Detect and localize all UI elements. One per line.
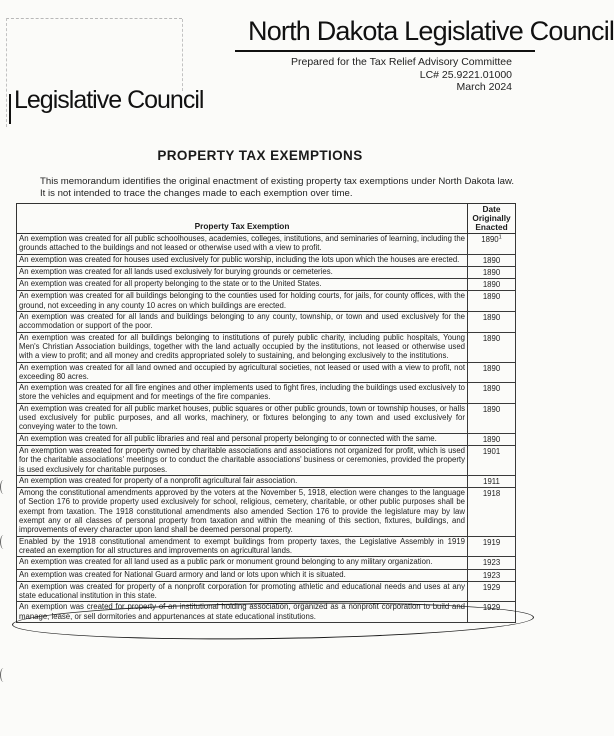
year-enacted <box>468 362 516 383</box>
prepared-for: Prepared for the Tax Relief Advisory Committee <box>291 56 512 68</box>
year-enacted <box>468 403 516 433</box>
margin-mark <box>0 668 7 682</box>
exemption-description: An exemption was created for property of a nonprofit agricultural fair association. <box>17 475 468 487</box>
footnote-marker: 1 <box>498 234 502 241</box>
table-row <box>17 433 516 445</box>
table-row <box>17 475 516 487</box>
exemption-description: Among the constitutional amendments approved by the voters at the November 5, 1918, election were changes to the language of Section 176 to provide property used exclusively for school, religious, cemetery, charitable, or other public purposes shall be exempt from taxation. The 1918 constitutional amendments also amended Section 176 to provide the legislature may by law exempt any or all classes of personal property from taxation and within the meaning of this section, fixtures, buildings, and improvements of every character upon land shall be deemed personal property. <box>17 488 468 536</box>
exemption-description: An exemption was created for all land owned and occupied by agricultural societies, not leased or used with a view to profit, not exceeding 80 acres. <box>17 362 468 383</box>
year-value: 1923 <box>482 570 501 580</box>
year-enacted <box>468 569 516 581</box>
year-value: 1929 <box>482 582 501 592</box>
table-row <box>17 445 516 475</box>
exemption-description: An exemption was created for all property belonging to the state or to the United States. <box>17 279 468 291</box>
table-row <box>17 312 516 333</box>
year-enacted <box>468 445 516 475</box>
document-date: March 2024 <box>456 81 512 93</box>
year-value: 1890 <box>482 384 501 394</box>
year-enacted <box>468 266 516 278</box>
table-row <box>17 602 516 623</box>
year-value: 1890 <box>482 292 501 302</box>
exemption-description: An exemption was created for houses used exclusively for public worship, including the lots upon which the houses are erected. <box>17 254 468 266</box>
document-title: PROPERTY TAX EXEMPTIONS <box>157 148 363 163</box>
year-value: 1890 <box>481 235 499 244</box>
exemptions-table <box>16 203 516 623</box>
table-row <box>17 362 516 383</box>
year-enacted <box>468 557 516 569</box>
year-value: 1890 <box>482 404 501 414</box>
year-enacted <box>468 383 516 404</box>
exemption-description: An exemption was created for all public schoolhouses, academies, colleges, institutions, and seminaries of learning, including the grounds attached to the buildings and not leased or otherwise used with a view to profit. <box>17 234 468 255</box>
exemption-description: An exemption was created for National Guard armory and land or lots upon which it is situated. <box>17 569 468 581</box>
exemption-description: An exemption was created for all buildings belonging to the counties used for holding courts, for jails, for county offices, with the ground, not exceeding in any county 10 acres on which buildings are erected. <box>17 291 468 312</box>
year-enacted <box>468 488 516 536</box>
year-value: 1901 <box>482 446 501 456</box>
exemption-description: An exemption was created for all public market houses, public squares or other public grounds, town or township houses, or halls used exclusively for public purposes, and all works, machinery, or fixtures belonging to any town and used exclusively for conveying water to the town. <box>17 403 468 433</box>
year-value: 1890 <box>482 434 501 444</box>
legislative-council-logo: Legislative Council <box>14 86 204 114</box>
exemption-description: An exemption was created for all lands and buildings belonging to any county, township, or town and used exclusively for the accommodation or support of the poor. <box>17 312 468 333</box>
exemption-description: An exemption was created for all public libraries and real and personal property belonging to or connected with the same. <box>17 433 468 445</box>
margin-mark <box>0 480 7 494</box>
year-value: 1919 <box>482 537 501 547</box>
exemption-description: An exemption was created for all land used as a public park or monument ground belonging to any military organization. <box>17 557 468 569</box>
organization-title: North Dakota Legislative Council <box>248 16 614 46</box>
year-enacted <box>468 475 516 487</box>
header-exemption: Property Tax Exemption <box>17 204 468 234</box>
table-row <box>17 557 516 569</box>
table-row <box>17 291 516 312</box>
year-enacted <box>468 581 516 602</box>
table-body <box>17 234 516 623</box>
year-value: 1890 <box>482 333 501 343</box>
exemption-description: An exemption was created for all buildings belonging to institutions of purely public charity, including public hospitals, Young Men's Christian Association buildings, together with the land actually occupied by the institutions, not leased or otherwise used with a view to profit; and all money and credits appropriated solely to sustaining, and belonging exclusively to the institutions. <box>17 332 468 362</box>
year-value: 1890 <box>482 313 501 323</box>
table-row <box>17 383 516 404</box>
header-rule <box>235 50 535 52</box>
lc-number: LC# 25.9221.01000 <box>419 68 512 81</box>
document-meta <box>291 56 512 94</box>
table-row <box>17 536 516 557</box>
intro-paragraph <box>16 176 516 200</box>
year-value: 1923 <box>482 558 501 568</box>
table-row <box>17 332 516 362</box>
year-enacted <box>468 312 516 333</box>
table-row <box>17 403 516 433</box>
year-enacted <box>468 279 516 291</box>
table-header-row <box>17 204 516 234</box>
logo-rule <box>9 94 11 124</box>
exemption-description: An exemption was created for property owned by charitable associations and associations not organized for profit, which is used for the charitable associations' meetings or to conduct the charitable associations' business or ceremonies, provided the property is used exclusively for charitable purposes. <box>17 445 468 475</box>
table-row <box>17 569 516 581</box>
table-row <box>17 581 516 602</box>
exemption-description: An exemption was created for all lands used exclusively for burying grounds or cemeteries. <box>17 266 468 278</box>
year-enacted <box>468 332 516 362</box>
table-row <box>17 254 516 266</box>
table-row <box>17 266 516 278</box>
exemption-description: An exemption was created for property of an institutional holding association, organized as a nonprofit corporation to build and manage, lease, or sell dormitories and appurtenances at state educational institutions. <box>17 602 468 623</box>
year-enacted <box>468 234 516 255</box>
year-enacted <box>468 433 516 445</box>
exemption-description: An exemption was created for property of a nonprofit corporation for promoting athletic and educational needs and uses at any state educational institution in this state. <box>17 581 468 602</box>
table-row <box>17 234 516 255</box>
year-enacted <box>468 254 516 266</box>
table-row <box>17 279 516 291</box>
year-value: 1911 <box>483 476 500 486</box>
year-enacted <box>468 602 516 623</box>
year-value: 1918 <box>482 489 501 499</box>
intro-text: This memorandum identifies the original enactment of existing property tax exemptions under North Dakota law. It is not intended to trace the changes made to each exemption over time. <box>40 176 515 199</box>
exemption-description: Enabled by the 1918 constitutional amendment to exempt buildings from property taxes, the Legislative Assembly in 1919 created an exemption for all structures and improvements on agricultural lands. <box>17 536 468 557</box>
table-row <box>17 488 516 536</box>
margin-mark <box>0 535 7 549</box>
year-value: 1890 <box>482 280 501 290</box>
year-enacted <box>468 291 516 312</box>
year-value: 1890 <box>482 363 501 373</box>
year-value: 1890 <box>482 255 501 265</box>
year-enacted <box>468 536 516 557</box>
exemption-description: An exemption was created for all fire engines and other implements used to fight fires, including the buildings used exclusively to store the vehicles and equipment and for meetings of the fire companies. <box>17 383 468 404</box>
year-value: 1929 <box>482 603 501 613</box>
year-value: 1890 <box>482 267 501 277</box>
header-date-enacted: Date Originally Enacted <box>468 204 516 234</box>
